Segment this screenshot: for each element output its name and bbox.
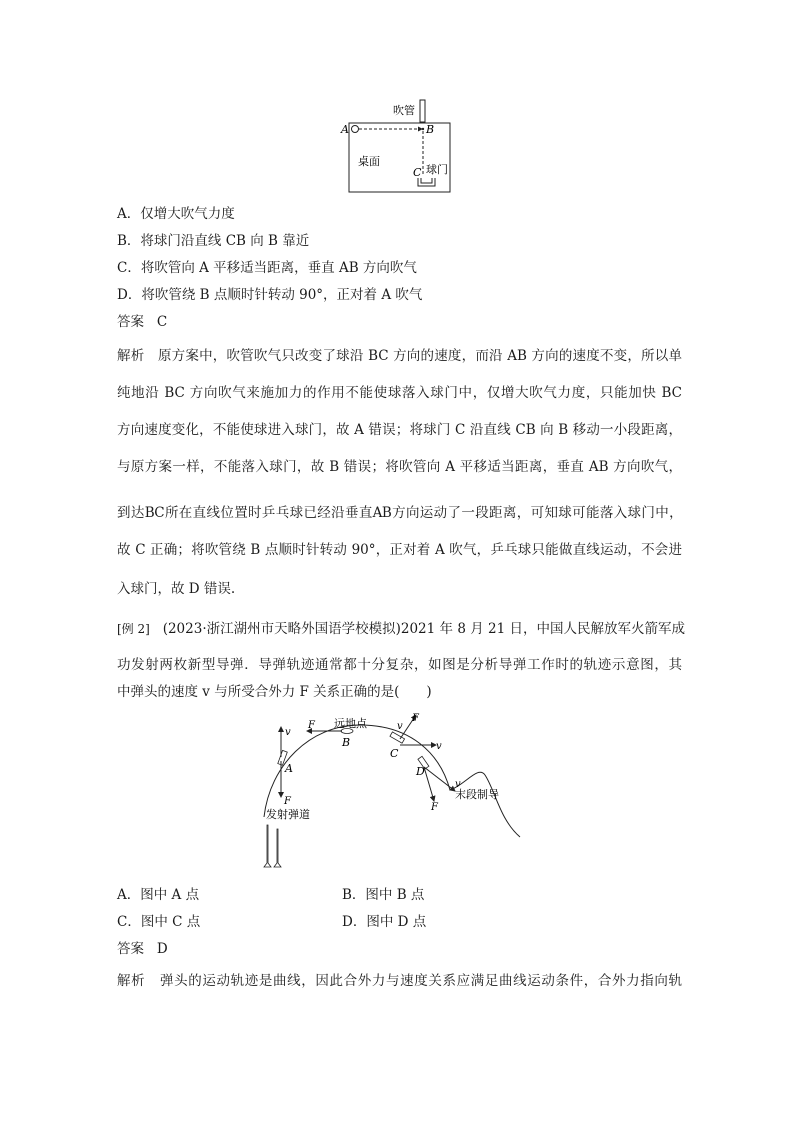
- table-figure: [340, 95, 460, 195]
- label-a-f: F: [284, 796, 291, 807]
- q1-answer: [117, 313, 167, 331]
- example2-line-3: 中弹头的速度 v 与所受合外力 F 关系正确的是( ): [117, 684, 432, 700]
- q1-analysis-line-6: 故 C 正确；将吹管绕 B 点顺时针转动 90°，正对着 A 吹气，乒乓球只能做直线运动，不会进: [117, 542, 682, 558]
- analysis-text-2: 弹头的运动轨迹是曲线，因此合外力与速度关系应满足曲线运动条件，合外力指向轨: [160, 973, 682, 989]
- launch-missile-1: [264, 825, 271, 867]
- velocity-d: [424, 767, 455, 791]
- blow-tube: [420, 100, 425, 122]
- answer-value: C: [156, 314, 168, 330]
- force-d: [424, 767, 434, 801]
- trajectory-figure: [250, 705, 535, 875]
- label-terminal: 末段制导: [455, 788, 499, 801]
- q1-analysis-line-1: [117, 347, 682, 365]
- q1-analysis-line-2: 纯地沿 BC 方向吹气来施加力的作用不能使球落入球门中，仅增大吹气力度，只能加快 BC: [117, 385, 682, 401]
- label-d-v: v: [455, 779, 461, 790]
- q2-analysis-line-1: [117, 972, 682, 990]
- answer-label: 答案: [117, 314, 144, 330]
- goal-inner: [421, 178, 432, 183]
- label-table: 桌面: [358, 155, 380, 168]
- analysis-label: 解析: [117, 348, 145, 364]
- label-c: C: [413, 166, 422, 179]
- label-launch: 发射弹道: [266, 808, 310, 821]
- label-c: C: [390, 747, 399, 760]
- label-b-f: F: [308, 720, 315, 731]
- point-b: [422, 128, 424, 130]
- label-a: A: [341, 123, 349, 136]
- q1-option-d: D．将吹管绕 B 点顺时针转动 90°，正对着 A 吹气: [117, 287, 423, 303]
- label-c2-v: v: [436, 741, 442, 752]
- q1-option-a: A．仅增大吹气力度: [117, 206, 235, 222]
- label-c-f: F: [412, 713, 419, 724]
- example2-tag: [例 2]: [117, 622, 150, 636]
- analysis-label-2: 解析: [117, 973, 146, 989]
- label-goal: 球门: [426, 163, 448, 176]
- q1-analysis-line-7: 入球门，故 D 错误.: [117, 581, 236, 597]
- label-a: A: [285, 762, 293, 775]
- q1-analysis-line-5: 到达BC所在直线位置时乒乓球已经沿垂直AB方向运动了一段距离，可知球可能落入球门中，: [117, 505, 682, 521]
- q2-option-d: D．图中 D 点: [342, 914, 427, 930]
- label-b: B: [426, 123, 435, 136]
- answer-label-2: 答案: [117, 941, 144, 957]
- q2-option-c: C．图中 C 点: [117, 914, 201, 930]
- q2-option-b: B．图中 B 点: [342, 887, 425, 903]
- analysis-text: 原方案中，吹管吹气只改变了球沿 BC 方向的速度，而沿 AB 方向的速度不变，所以单: [157, 348, 683, 364]
- label-far-point: 远地点: [334, 717, 367, 730]
- example2-text: (2023·浙江湖州市天略外国语学校模拟)2021 年 8 月 21 日，中国人民解放军火箭军成: [162, 621, 685, 637]
- launch-missile-2: [274, 829, 281, 867]
- example2-line-2: 功发射两枚新型导弹．导弹轨迹通常都十分复杂，如图是分析导弹工作时的轨迹示意图，其: [117, 657, 682, 673]
- label-c-v: v: [397, 721, 403, 732]
- label-d: D: [416, 765, 425, 778]
- q1-analysis-line-3: 方向速度变化，不能使球进入球门，故 A 错误；将球门 C 沿直线 CB 向 B 移动一小段距离，: [117, 422, 682, 438]
- label-d-f: F: [431, 802, 438, 813]
- ball-a: [352, 126, 359, 133]
- example2-line-1: [117, 620, 685, 638]
- label-a-v: v: [285, 727, 291, 738]
- label-tube: 吹管: [393, 104, 415, 117]
- answer-value-2: D: [156, 941, 168, 957]
- q2-option-a: A．图中 A 点: [117, 887, 200, 903]
- q2-answer: [117, 940, 168, 958]
- q1-option-b: B．将球门沿直线 CB 向 B 靠近: [117, 233, 310, 249]
- q1-analysis-line-4: 与原方案一样，不能落入球门，故 B 错误；将吹管向 A 平移适当距离，垂直 AB 方向吹气，: [117, 459, 682, 475]
- label-b: B: [342, 736, 351, 749]
- q1-option-c: C．将吹管向 A 平移适当距离，垂直 AB 方向吹气: [117, 260, 417, 276]
